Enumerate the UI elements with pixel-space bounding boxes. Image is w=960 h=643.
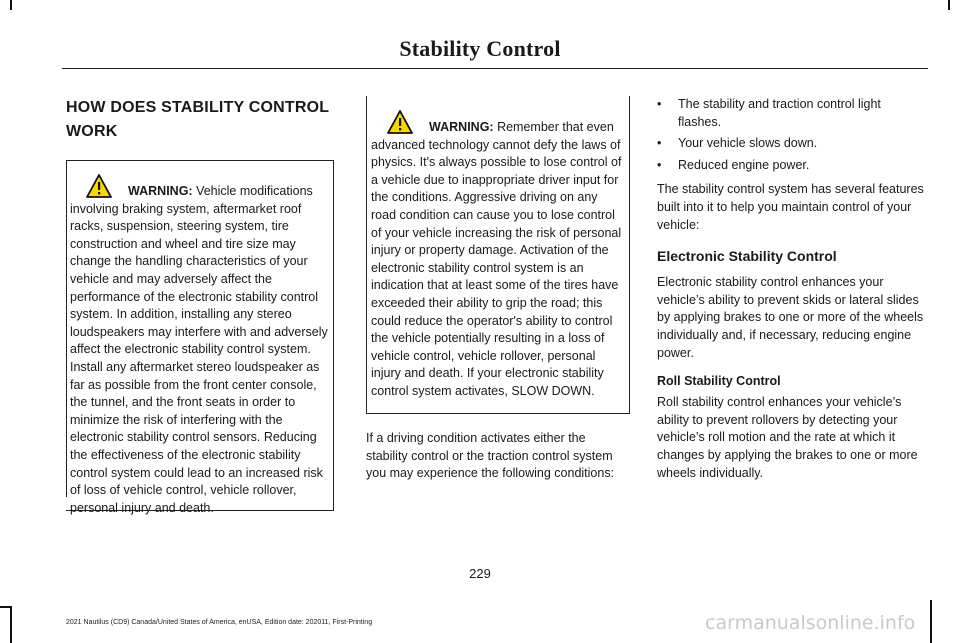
left-column bbox=[66, 96, 334, 515]
rsc-text: Roll stability control enhances your vehicle’s ability to prevent rollovers by detecting your vehicle’s roll motion and the rate at which it changes by applying the brakes to one or more wheels individually. bbox=[657, 395, 918, 480]
crop-mark bbox=[0, 606, 12, 608]
section-heading: HOW DOES STABILITY CONTROL WORK bbox=[66, 99, 329, 140]
conditions-list bbox=[657, 96, 927, 174]
page-number: 229 bbox=[469, 566, 491, 581]
conditions-paragraph: If a driving condition activates either the stability control or the traction control system you may experience the following conditions: bbox=[366, 431, 615, 481]
warning-label: WARNING: bbox=[429, 120, 494, 134]
warning-text: Remember that even advanced technology cannot defy the laws of physics. It's always possible to lose control of a vehicle due to inappropriate driver input for the conditions. Aggressive driving on any road condition can cause you to lose control of your vehicle increasing the risk of personal injury or property damage. Activation of the electronic stability control system is an indication that at least some of the tires have exceeded their ability to grip the road; this could reduce the operator's ability to control the vehicle potentially resulting in a loss of vehicle control, vehicle rollover, personal injury and death. If your electronic stability control system activates, SLOW DOWN. bbox=[371, 120, 622, 398]
list-item: • Reduced engine power. bbox=[657, 157, 927, 175]
edition-footer: 2021 Nautilus (CD9) Canada/United States of America, enUSA, Edition date: 202011, First-Printing bbox=[66, 619, 373, 626]
page-title: Stability Control bbox=[399, 36, 561, 61]
watermark-logo: carmanualsonline.info bbox=[705, 612, 916, 634]
crop-mark bbox=[10, 0, 12, 10]
warning-triangle-icon bbox=[86, 174, 124, 198]
crop-mark bbox=[10, 606, 12, 643]
crop-mark bbox=[930, 600, 932, 643]
crop-mark bbox=[948, 0, 950, 10]
bullet-glyph: • bbox=[657, 136, 662, 151]
list-item: • Your vehicle slows down. bbox=[657, 135, 927, 153]
bullet-glyph: • bbox=[657, 157, 662, 172]
warning-box-modifications bbox=[66, 160, 334, 515]
right-column bbox=[657, 96, 927, 482]
warning-text: Vehicle modifications involving braking system, aftermarket roof racks, suspension, steering system, tire construction and wheel and tire size may change the handling characteristics of your vehicle and may adversely affect the performance of the electronic stability control system. In addition, installing any stereo loudspeakers may interfere with and adversely affect the electronic stability control system. Install any aftermarket stereo loudspeaker as far as possible from the front center console, the tunnel, and the front seats in order to minimize the risk of interfering with the electronic stability control sensors. Reducing the effectiveness of the electronic stability control system could lead to an increased risk of loss of vehicle control, vehicle rollover, personal injury and death. bbox=[70, 184, 328, 515]
esc-text: Electronic stability control enhances your vehicle’s ability to prevent skids or lateral slides by applying brakes to one or more of the wheels individually and, if necessary, reducing engine power. bbox=[657, 275, 924, 360]
warning-box-physics bbox=[366, 96, 630, 414]
warning-triangle-icon bbox=[387, 110, 425, 134]
title-rule bbox=[62, 68, 928, 69]
list-item: • The stability and traction control light flashes. bbox=[657, 97, 881, 129]
features-intro: The stability control system has several features built into it to help you maintain control of your vehicle: bbox=[657, 182, 924, 232]
esc-heading: Electronic Stability Control bbox=[657, 248, 837, 265]
warning-label: WARNING: bbox=[128, 184, 193, 198]
bullet-glyph: • bbox=[657, 97, 662, 111]
middle-column bbox=[366, 96, 630, 483]
rsc-heading: Roll Stability Control bbox=[657, 374, 781, 389]
